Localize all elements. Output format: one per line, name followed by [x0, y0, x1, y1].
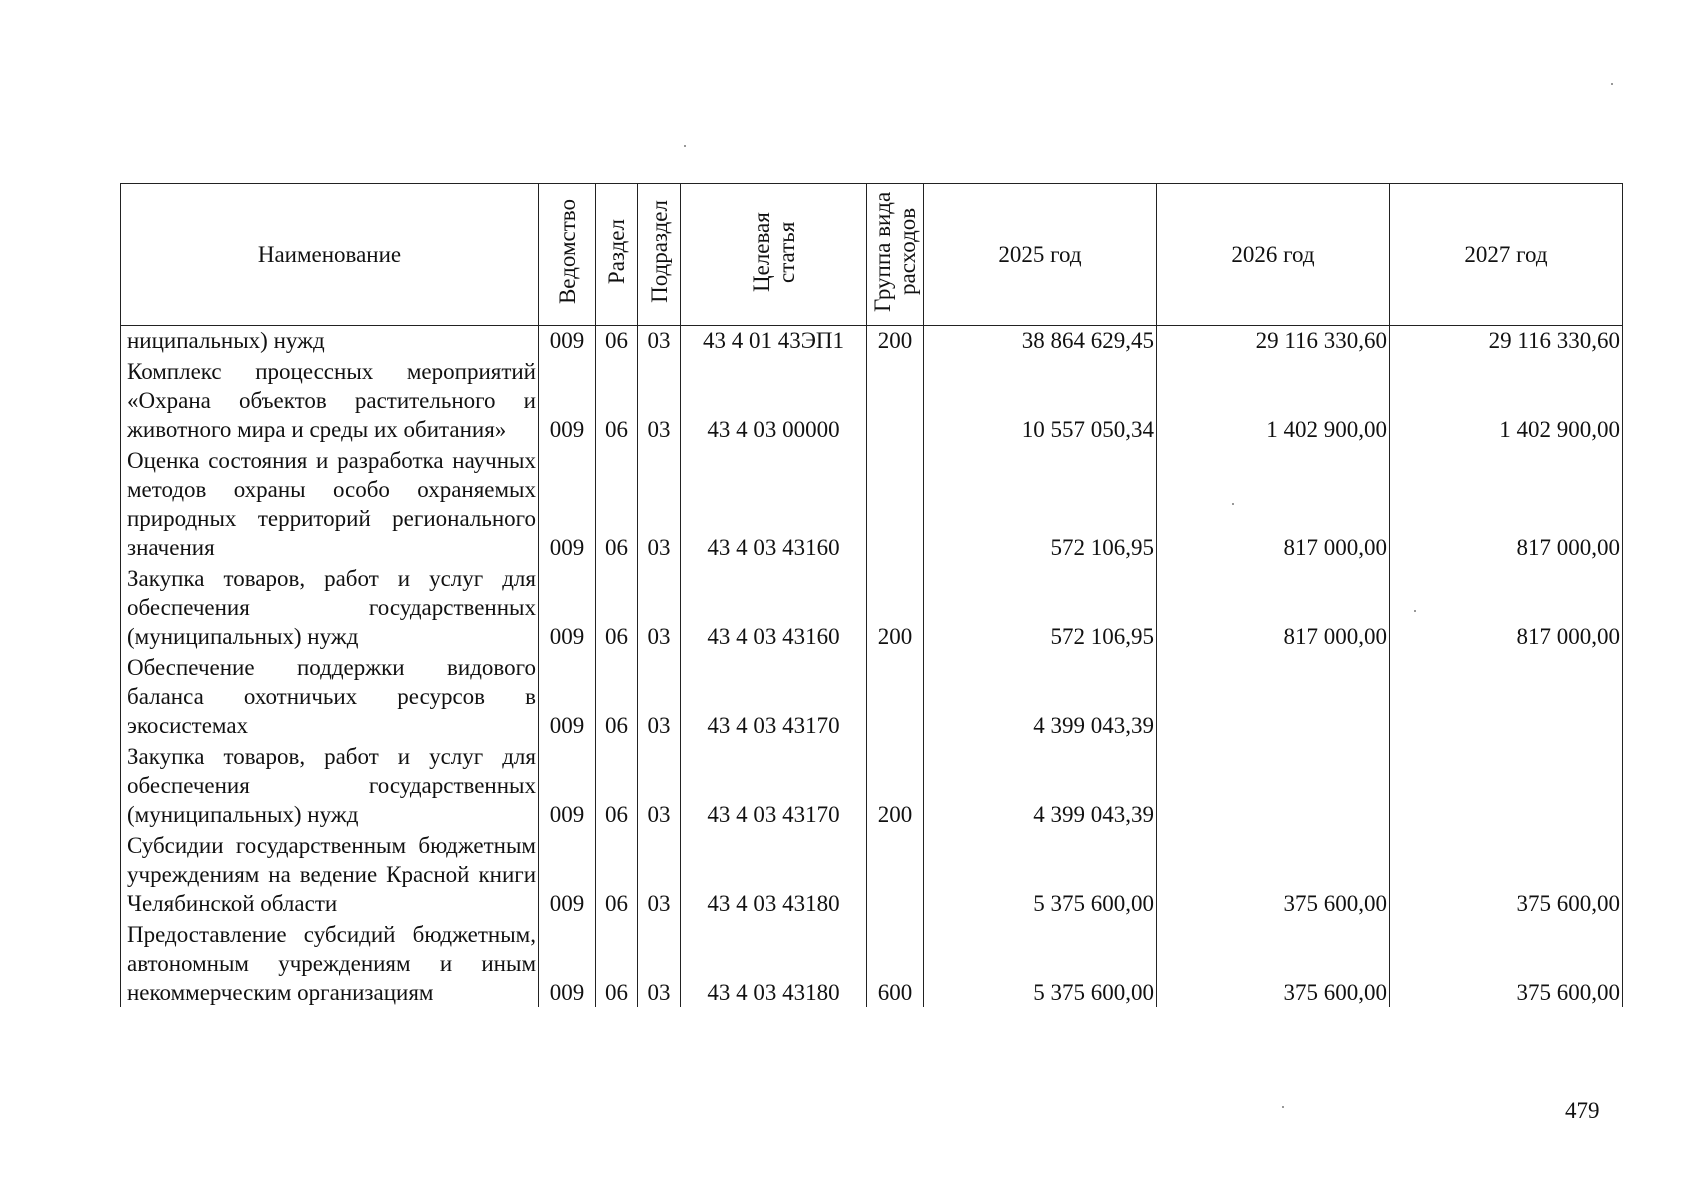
cell-name: Предоставление субсидий бюджетным, автономным учреждениям и иным некоммерческим организациям — [121, 918, 539, 1007]
cell-2026: 817 000,00 — [1157, 444, 1390, 562]
cell-group: 200 — [867, 562, 924, 651]
cell-target: 43 4 01 43ЭП1 — [681, 326, 867, 356]
cell-group: 200 — [867, 326, 924, 356]
cell-2027: 29 116 330,60 — [1390, 326, 1623, 356]
cell-subsection: 03 — [638, 651, 681, 740]
header-2025: 2025 год — [924, 184, 1157, 326]
budget-table — [120, 183, 1623, 1007]
cell-dept: 009 — [539, 355, 596, 444]
table-row — [121, 829, 1623, 918]
cell-2026: 375 600,00 — [1157, 918, 1390, 1007]
cell-group — [867, 355, 924, 444]
page-number: 479 — [1565, 1098, 1600, 1123]
cell-2027: 1 402 900,00 — [1390, 355, 1623, 444]
scan-speck — [1414, 610, 1416, 612]
cell-target: 43 4 03 43170 — [681, 651, 867, 740]
cell-group — [867, 829, 924, 918]
cell-2027 — [1390, 651, 1623, 740]
header-subsection: Подраздел — [638, 184, 681, 326]
cell-2026: 817 000,00 — [1157, 562, 1390, 651]
table-row — [121, 355, 1623, 444]
cell-2026 — [1157, 651, 1390, 740]
table-row — [121, 326, 1623, 356]
budget-sheet — [120, 183, 1622, 1007]
cell-2026 — [1157, 740, 1390, 829]
scan-speck — [1611, 83, 1613, 85]
header-group: Группа вида расходов — [867, 184, 924, 326]
cell-name: Оценка состояния и разработка научных методов охраны особо охраняемых природных территорий регионального значения — [121, 444, 539, 562]
cell-name: Обеспечение поддержки видового баланса охотничьих ресурсов в экосистемах — [121, 651, 539, 740]
cell-section: 06 — [596, 562, 638, 651]
header-2027: 2027 год — [1390, 184, 1623, 326]
cell-name: ниципальных) нужд — [121, 326, 539, 356]
cell-2025: 38 864 629,45 — [924, 326, 1157, 356]
cell-2025: 5 375 600,00 — [924, 918, 1157, 1007]
cell-2027: 817 000,00 — [1390, 444, 1623, 562]
table-row — [121, 444, 1623, 562]
cell-target: 43 4 03 43160 — [681, 562, 867, 651]
table-row — [121, 918, 1623, 1007]
cell-subsection: 03 — [638, 829, 681, 918]
cell-section: 06 — [596, 918, 638, 1007]
cell-subsection: 03 — [638, 562, 681, 651]
cell-2027: 375 600,00 — [1390, 829, 1623, 918]
header-target: Целевая статья — [681, 184, 867, 326]
table-row — [121, 740, 1623, 829]
cell-dept: 009 — [539, 829, 596, 918]
cell-name: Закупка товаров, работ и услуг для обеспечения государственных (муниципальных) нужд — [121, 562, 539, 651]
cell-group: 600 — [867, 918, 924, 1007]
cell-subsection: 03 — [638, 326, 681, 356]
cell-name: Субсидии государственным бюджетным учреждениям на ведение Красной книги Челябинской области — [121, 829, 539, 918]
header-section: Раздел — [596, 184, 638, 326]
cell-target: 43 4 03 43160 — [681, 444, 867, 562]
scan-speck — [684, 145, 686, 147]
cell-group — [867, 651, 924, 740]
cell-group — [867, 444, 924, 562]
cell-section: 06 — [596, 355, 638, 444]
cell-2026: 1 402 900,00 — [1157, 355, 1390, 444]
cell-section: 06 — [596, 829, 638, 918]
cell-section: 06 — [596, 326, 638, 356]
cell-section: 06 — [596, 444, 638, 562]
cell-2026: 29 116 330,60 — [1157, 326, 1390, 356]
cell-dept: 009 — [539, 918, 596, 1007]
table-row — [121, 562, 1623, 651]
cell-target: 43 4 03 43180 — [681, 918, 867, 1007]
cell-2025: 572 106,95 — [924, 562, 1157, 651]
cell-dept: 009 — [539, 444, 596, 562]
cell-dept: 009 — [539, 562, 596, 651]
cell-target: 43 4 03 00000 — [681, 355, 867, 444]
scan-speck — [1282, 1106, 1284, 1108]
cell-subsection: 03 — [638, 355, 681, 444]
cell-name: Закупка товаров, работ и услуг для обеспечения государственных (муниципальных) нужд — [121, 740, 539, 829]
cell-2025: 10 557 050,34 — [924, 355, 1157, 444]
scan-speck — [1232, 503, 1234, 505]
table-header-row — [121, 184, 1623, 326]
cell-section: 06 — [596, 740, 638, 829]
table-row — [121, 651, 1623, 740]
cell-2026: 375 600,00 — [1157, 829, 1390, 918]
cell-2027: 817 000,00 — [1390, 562, 1623, 651]
cell-subsection: 03 — [638, 918, 681, 1007]
header-name: Наименование — [121, 184, 539, 326]
cell-2025: 5 375 600,00 — [924, 829, 1157, 918]
cell-2025: 4 399 043,39 — [924, 740, 1157, 829]
header-2026: 2026 год — [1157, 184, 1390, 326]
header-dept: Ведомство — [539, 184, 596, 326]
cell-dept: 009 — [539, 326, 596, 356]
cell-group: 200 — [867, 740, 924, 829]
cell-subsection: 03 — [638, 740, 681, 829]
cell-dept: 009 — [539, 740, 596, 829]
cell-2025: 4 399 043,39 — [924, 651, 1157, 740]
cell-dept: 009 — [539, 651, 596, 740]
cell-name: Комплекс процессных мероприятий «Охрана объектов растительного и животного мира и среды их обитания» — [121, 355, 539, 444]
cell-target: 43 4 03 43180 — [681, 829, 867, 918]
cell-2027 — [1390, 740, 1623, 829]
cell-section: 06 — [596, 651, 638, 740]
cell-2025: 572 106,95 — [924, 444, 1157, 562]
cell-subsection: 03 — [638, 444, 681, 562]
cell-2027: 375 600,00 — [1390, 918, 1623, 1007]
cell-target: 43 4 03 43170 — [681, 740, 867, 829]
